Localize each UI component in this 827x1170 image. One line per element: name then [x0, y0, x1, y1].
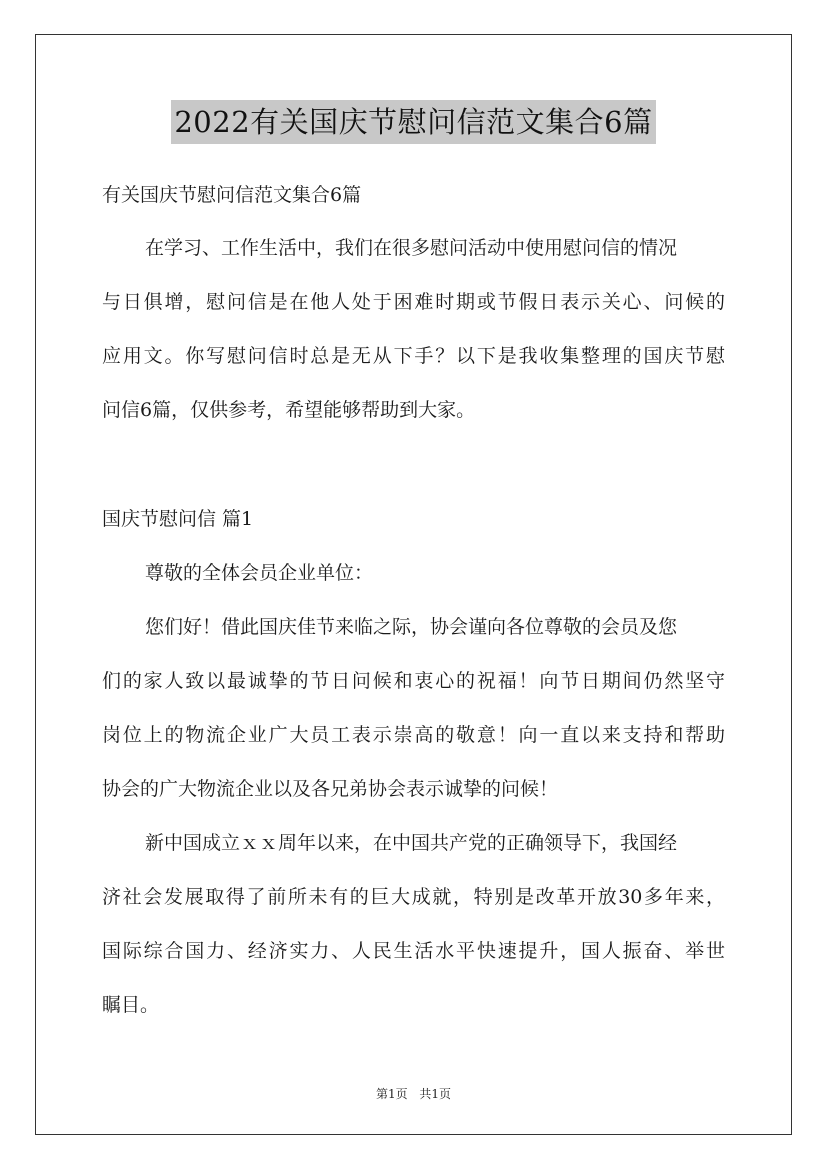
document-title: 2022有关国庆节慰问信范文集合6篇 — [171, 100, 655, 144]
page-footer — [0, 1086, 827, 1102]
para2-line-2: 济社会发展取得了前所未有的巨大成就，特别是改革开放30多年来， — [102, 886, 725, 908]
para1-line-1: 您们好！借此国庆佳节来临之际，协会谨向各位尊敬的会员及您 — [145, 616, 678, 638]
intro-line-2: 与日俱增，慰问信是在他人处于困难时期或节假日表示关心、问候的 — [102, 291, 725, 313]
salutation: 尊敬的全体会员企业单位： — [145, 562, 374, 584]
para1-line-3: 岗位上的物流企业广大员工表示崇高的敬意！向一直以来支持和帮助 — [102, 724, 725, 746]
section-heading: 国庆节慰问信 篇1 — [102, 508, 254, 530]
para2-line-3: 国际综合国力、经济实力、人民生活水平快速提升，国人振奋、举世 — [102, 940, 725, 962]
page-number: 第1页 — [375, 1087, 408, 1101]
title-container — [0, 100, 827, 144]
para2-line-4: 瞩目。 — [102, 994, 160, 1016]
intro-line-4: 问信6篇，仅供参考，希望能够帮助到大家。 — [102, 399, 476, 421]
intro-line-3: 应用文。你写慰问信时总是无从下手？以下是我收集整理的国庆节慰 — [102, 345, 725, 367]
para1-line-2: 们的家人致以最诚挚的节日问候和衷心的祝福！向节日期间仍然坚守 — [102, 670, 725, 692]
intro-line-1: 在学习、工作生活中，我们在很多慰问活动中使用慰问信的情况 — [145, 237, 678, 259]
para1-line-4: 协会的广大物流企业以及各兄弟协会表示诚挚的问候！ — [102, 778, 559, 800]
para2-line-1: 新中国成立ｘｘ周年以来，在中国共产党的正确领导下，我国经 — [145, 832, 678, 854]
document-subtitle: 有关国庆节慰问信范文集合6篇 — [102, 184, 362, 206]
page-count: 共1页 — [419, 1087, 452, 1101]
